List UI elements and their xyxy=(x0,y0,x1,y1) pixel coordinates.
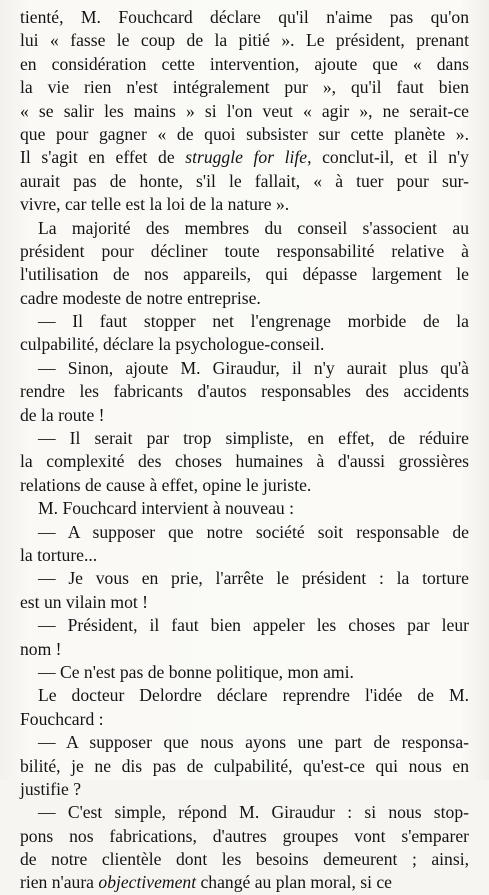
text-line: — C'est simple, répond M. Giraudur : si nous stop- xyxy=(38,802,469,823)
text-line: Il s'agit en effet de struggle for life, conclut-il, et il n'y xyxy=(20,147,469,168)
paragraph xyxy=(20,521,469,568)
paragraph xyxy=(20,614,469,661)
text-line: président pour décliner toute responsabilité relative à xyxy=(20,240,469,261)
text-line: rien n'aura objectivement changé au plan moral, si ce xyxy=(20,872,392,893)
text-line: — A supposer que nous ayons une part de responsa- xyxy=(38,732,469,753)
paragraph xyxy=(20,731,469,801)
text-line: Le docteur Delordre déclare reprendre l'idée de M. xyxy=(38,685,469,706)
text-line: M. Fouchcard intervient à nouveau : xyxy=(38,498,295,519)
text-line: — Président, il faut bien appeler les choses par leur xyxy=(38,615,469,636)
text-line: que pour gagner « de quoi subsister sur cette planète ». xyxy=(20,123,469,144)
text-line: lui « fasse le coup de la pitié ». Le président, prenant xyxy=(20,30,469,51)
text-line: bilité, je ne dis pas de culpabilité, qu'est-ce qui nous en xyxy=(20,755,469,776)
text-line: la vie rien n'est intégralement pur », qu'il faut bien xyxy=(20,77,469,98)
paragraph xyxy=(20,684,469,731)
text-line: l'utilisation de nos appareils, qui dépasse largement le xyxy=(20,264,469,285)
text-line: la complexité des choses humaines à d'aussi grossières xyxy=(20,451,469,472)
text-line: en considération cette intervention, ajoute que « dans xyxy=(20,53,469,74)
text-line: Fouchcard : xyxy=(20,708,104,729)
text-line: « se salir les mains » si l'on veut « agir », ne serait-ce xyxy=(20,100,469,121)
paragraph xyxy=(20,801,469,895)
text-line: est un vilain mot ! xyxy=(20,591,149,612)
paragraph xyxy=(20,567,469,614)
text-line: aurait pas de honte, s'il le fallait, « à tuer pour sur- xyxy=(20,170,469,191)
text-line: — Je vous en prie, l'arrête le président : la torture xyxy=(38,568,469,589)
text-line: pons nos fabrications, d'autres groupes vont s'emparer xyxy=(20,825,469,846)
text-line: tienté, M. Fouchcard déclare qu'il n'aime pas qu'on xyxy=(20,7,469,27)
text-line: La majorité des membres du conseil s'associent au xyxy=(38,217,469,238)
page-text xyxy=(20,6,469,895)
text-line: culpabilité, déclare la psychologue-conseil. xyxy=(20,334,325,355)
text-line: — Sinon, ajoute M. Giraudur, il n'y aurait plus qu'à xyxy=(38,357,469,378)
text-line: vivre, car telle est la loi de la nature ». xyxy=(20,194,290,215)
text-line: nom ! xyxy=(20,638,62,659)
paragraph xyxy=(20,217,469,311)
text-line: relations de cause à effet, opine le juriste. xyxy=(20,474,312,495)
text-line: cadre modeste de notre entreprise. xyxy=(20,287,261,308)
emphasis-text: struggle for life xyxy=(185,147,308,168)
text-line: de la route ! xyxy=(20,404,105,425)
paragraph xyxy=(20,357,469,427)
emphasis-text: objectivement xyxy=(98,872,197,893)
paragraph xyxy=(20,6,469,217)
text-line: justifie ? xyxy=(20,778,82,799)
text-line: de notre clientèle dont les besoins demeurent ; ainsi, xyxy=(20,849,469,870)
paragraph xyxy=(20,310,469,357)
paragraph xyxy=(20,661,469,684)
text-line: la torture... xyxy=(20,544,98,565)
text-line: — Il serait par trop simpliste, en effet, de réduire xyxy=(38,428,469,449)
text-line: — Il faut stopper net l'engrenage morbide de la xyxy=(38,311,469,332)
paragraph xyxy=(20,497,469,520)
text-line: — A supposer que notre société soit responsable de xyxy=(38,521,469,542)
paragraph xyxy=(20,427,469,497)
text-line: — Ce n'est pas de bonne politique, mon ami. xyxy=(38,661,354,682)
text-line: rendre les fabricants d'autos responsables des accidents xyxy=(20,381,469,402)
